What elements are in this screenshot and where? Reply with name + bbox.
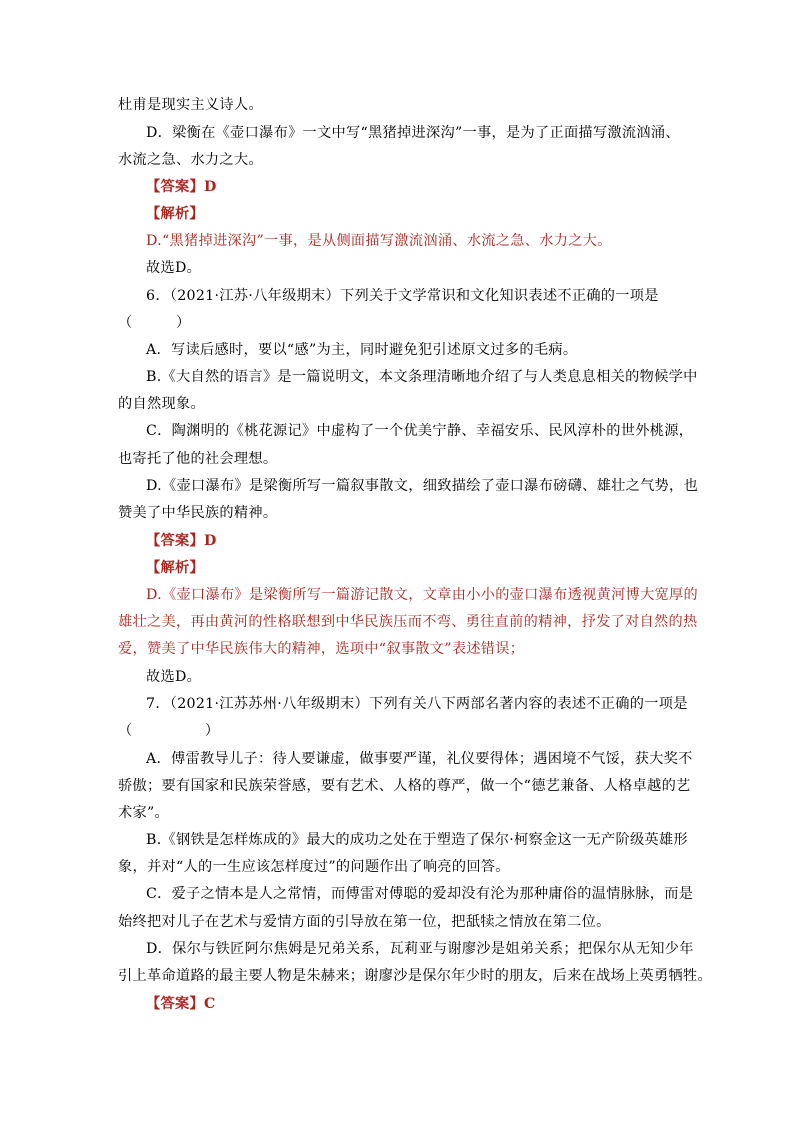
option-b-line: B.《大自然的语言》是一篇说明文，本文条理清晰地介绍了与人类息息相关的物候学中: [146, 369, 698, 385]
analysis-label: 【解析】: [146, 206, 204, 222]
analysis-text: 爱，赞美了中华民族伟大的精神，选项中“叙事散文”表述错误；: [118, 641, 525, 657]
answer-label: 【答案】D: [146, 533, 217, 549]
answer-label: 【答案】D: [146, 179, 217, 195]
text-line: 水流之急、水力之大。: [118, 152, 263, 168]
option-d-line: D．梁衡在《壶口瀑布》一文中写“黑猪掉进深沟”一事，是为了正面描写激流汹涌、: [146, 125, 680, 141]
question-6-stem: 6．（2021·江苏·八年级期末）下列关于文学常识和文化知识表述不正确的一项是: [146, 288, 659, 304]
question-6-blank: （ ）: [118, 315, 191, 331]
text-line: 引上革命道路的最主要人物是朱赫来；谢廖沙是保尔年少时的朋友，后来在战场上英勇牺牲。: [118, 968, 712, 984]
conclusion-line: 故选D。: [146, 260, 202, 276]
option-d-line: D．保尔与铁匠阿尔焦姆是兄弟关系，瓦莉亚与谢廖沙是姐弟关系；把保尔从无知少年: [146, 941, 694, 957]
text-line: 象，并对“人的一生应该怎样度过”的问题作出了响亮的回答。: [118, 859, 510, 875]
text-line: 术家”。: [118, 805, 170, 821]
conclusion-line: 故选D。: [146, 669, 202, 685]
analysis-text: D.《壶口瀑布》是梁衡所写一篇游记散文，文章由小小的壶口瀑布透视黄河博大宽厚的: [146, 587, 699, 603]
text-line: 赞美了中华民族的精神。: [118, 505, 278, 521]
option-a-line: A．写读后感时，要以“感”为主，同时避免犯引述原文过多的毛病。: [146, 342, 578, 358]
text-line: 也寄托了他的社会理想。: [118, 451, 278, 467]
text-line: 的自然现象。: [118, 396, 205, 412]
text-line: 杜甫是现实主义诗人。: [118, 97, 263, 113]
text-line: 骄傲；要有国家和民族荣誉感，要有艺术、人格的尊严，做一个“德艺兼备、人格卓越的艺: [118, 778, 691, 794]
option-d-line: D.《壶口瀑布》是梁衡所写一篇叙事散文，细致描绘了壶口瀑布磅礴、雄壮之气势，也: [146, 478, 699, 494]
analysis-label: 【解析】: [146, 560, 204, 576]
answer-label: 【答案】C: [146, 996, 216, 1012]
text-line: 始终把对儿子在艺术与爱情方面的引导放在第一位，把舐犊之情放在第二位。: [118, 914, 611, 930]
question-7-blank: （ ）: [118, 723, 220, 739]
option-b-line: B.《钢铁是怎样炼成的》最大的成功之处在于塑造了保尔·柯察金这一无产阶级英雄形: [146, 832, 688, 848]
question-7-stem: 7．（2021·江苏苏州·八年级期末）下列有关八下两部名著内容的表述不正确的一项是: [146, 696, 688, 712]
analysis-text: D.“黑猪掉进深沟”一事，是从侧面描写激流汹涌、水流之急、水力之大。: [146, 233, 612, 249]
option-c-line: C．陶渊明的《桃花源记》中虚构了一个优美宁静、幸福安乐、民风淳朴的世外桃源，: [146, 423, 694, 439]
analysis-text: 雄壮之美，再由黄河的性格联想到中华民族压而不弯、勇往直前的精神，抒发了对自然的热: [118, 614, 698, 630]
option-c-line: C．爱子之情本是人之常情，而傅雷对傅聪的爱却没有沦为那种庸俗的温情脉脉，而是: [146, 886, 694, 902]
option-a-line: A．傅雷教导儿子：待人要谦虚，做事要严谨，礼仪要得体；遇困境不气馁，获大奖不: [146, 751, 693, 767]
